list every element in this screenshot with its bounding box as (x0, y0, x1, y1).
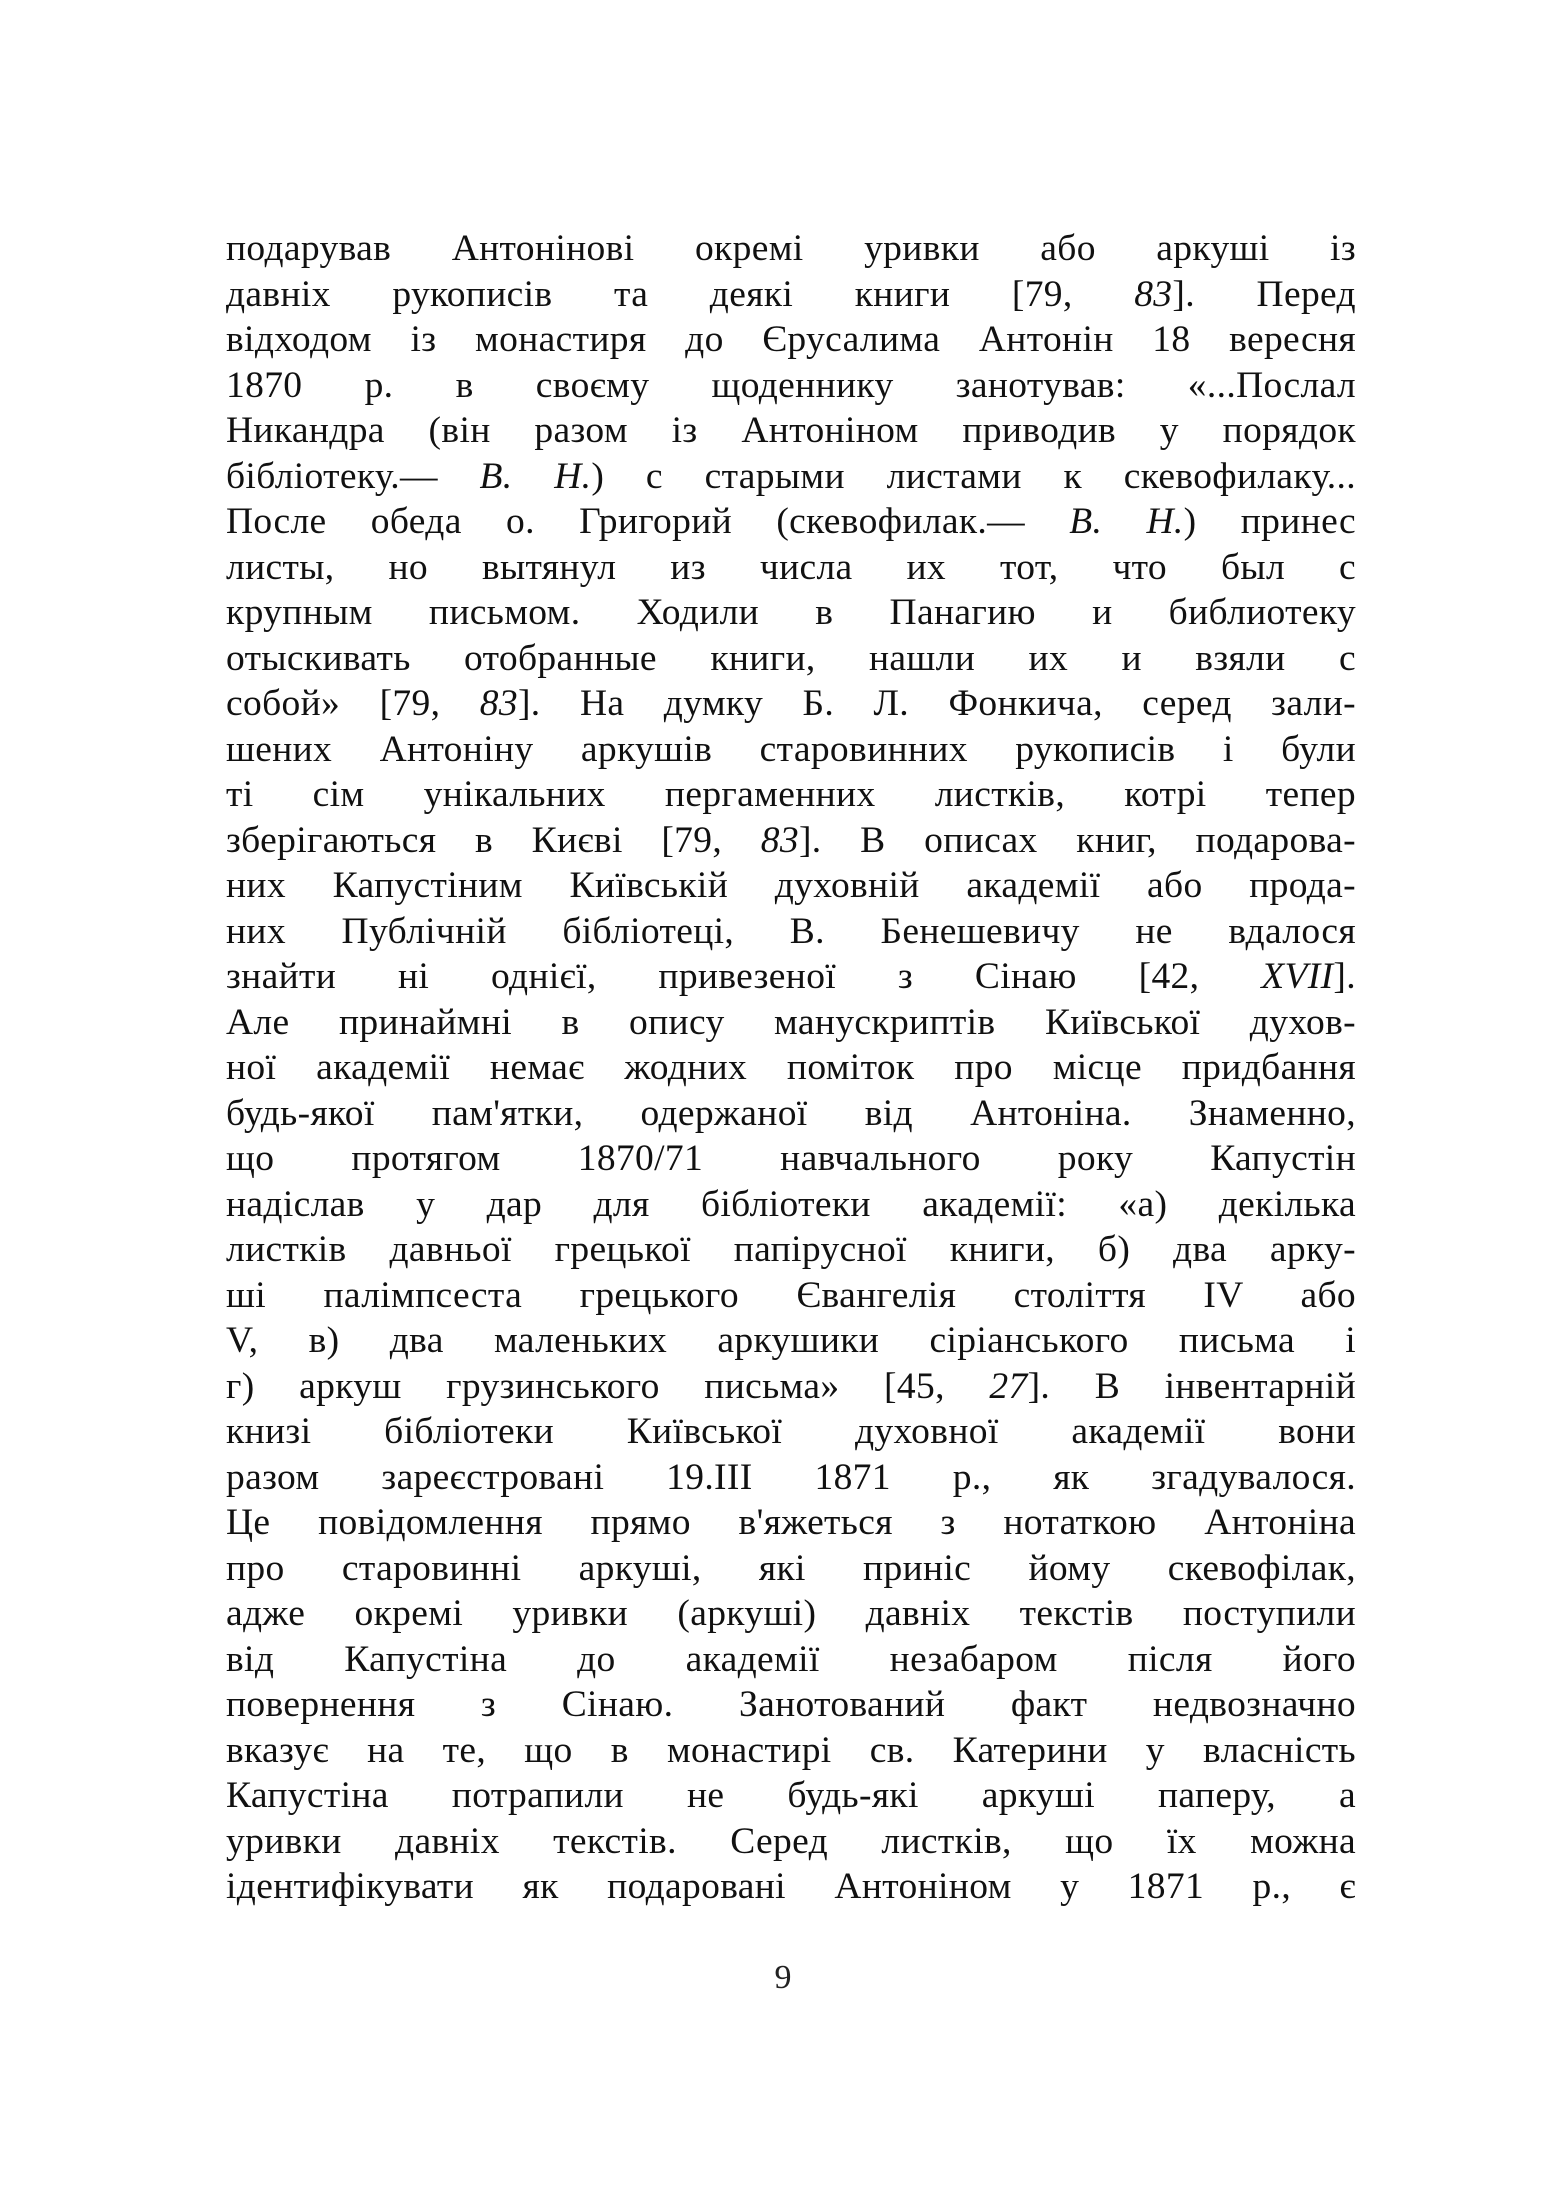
text-line: уривки давніх текстів. Серед листків, що їх можна (226, 1820, 1356, 1862)
text-line: від Капустіна до академії незабаром після його (226, 1638, 1356, 1680)
text-line: зберігаються в Києві [79, 83]. В описах книг, подарова- (226, 819, 1356, 861)
text-line: ної академії немає жодних поміток про місце придбання (226, 1047, 1356, 1088)
text-line: После обеда о. Григорий (скевофилак.— В. Н.) принес (226, 501, 1357, 542)
text-line: листків давньої грецької папірусної книги, б) два арку- (226, 1229, 1356, 1270)
text-line: них Капустіним Київській духовній академії або прода- (226, 865, 1356, 906)
text-line: V, в) два маленьких аркушики сіріанського письма і (226, 1320, 1356, 1361)
text-line: отыскивать отобранные книги, нашли их и взяли с (226, 637, 1356, 679)
text-line: Але принаймні в опису манускриптів Київської духов- (226, 1001, 1356, 1043)
text-line: вказує на те, що в монастирі св. Катерини у власність (226, 1729, 1356, 1771)
text-line: про старовинні аркуші, які приніс йому скевофілак, (226, 1547, 1356, 1589)
text-line: 1870 р. в своєму щоденнику занотував: «...Послал (226, 364, 1356, 406)
text-line: них Публічній бібліотеці, В. Бенешевичу не вдалося (226, 910, 1356, 952)
text-line: Никандра (він разом із Антоніном приводив у порядок (226, 410, 1356, 451)
text-line: разом зареєстровані 19.III 1871 р., як згадувалося. (226, 1456, 1356, 1498)
text-line: знайти ні однієї, привезеної з Сінаю [42, XVII]. (226, 956, 1356, 997)
body-text (226, 226, 1356, 1910)
text-line: давніх рукописів та деякі книги [79, 83]. Перед (226, 273, 1356, 315)
text-line: крупным письмом. Ходили в Панагию и библиотеку (226, 592, 1356, 633)
text-line: адже окремі уривки (аркуші) давніх текстів поступили (226, 1593, 1356, 1634)
text-line: бібліотеку.— В. Н.) с старыми листами к скевофилаку... (226, 455, 1356, 497)
text-line: листы, но вытянул из числа их тот, что был с (226, 546, 1356, 588)
text-line: Капустіна потрапили не будь-які аркуші паперу, а (226, 1775, 1356, 1816)
text-line: Це повідомлення прямо в'яжеться з нотаткою Антоніна (226, 1502, 1356, 1543)
text-line: відходом із монастиря до Єрусалима Антонін 18 вересня (226, 319, 1356, 360)
text-line: собой» [79, 83]. На думку Б. Л. Фонкича, серед зали- (226, 683, 1356, 724)
text-line: надіслав у дар для бібліотеки академії: «а) декілька (226, 1183, 1356, 1225)
text-line: ті сім унікальних пергаменних листків, котрі тепер (226, 774, 1356, 815)
text-line: ідентифікувати як подаровані Антоніном у 1871 р., є (226, 1866, 1356, 1907)
text-line: повернення з Сінаю. Занотований факт недвозначно (226, 1684, 1356, 1725)
text-line: подарував Антонінові окремі уривки або аркуші із (226, 228, 1356, 269)
text-line: ші палімпсеста грецького Євангелія століття IV або (226, 1274, 1356, 1316)
text-line: г) аркуш грузинського письма» [45, 27]. В інвентарній (226, 1365, 1356, 1407)
text-line: книзі бібліотеки Київської духовної академії вони (226, 1411, 1356, 1452)
text-line: що протягом 1870/71 навчального року Капустін (226, 1138, 1356, 1179)
page-number: 9 (774, 1959, 792, 1996)
text-line: шених Антоніну аркушів старовинних рукописів і були (226, 728, 1356, 770)
text-line: будь-якої пам'ятки, одержаної від Антоніна. Знаменно, (226, 1092, 1356, 1134)
